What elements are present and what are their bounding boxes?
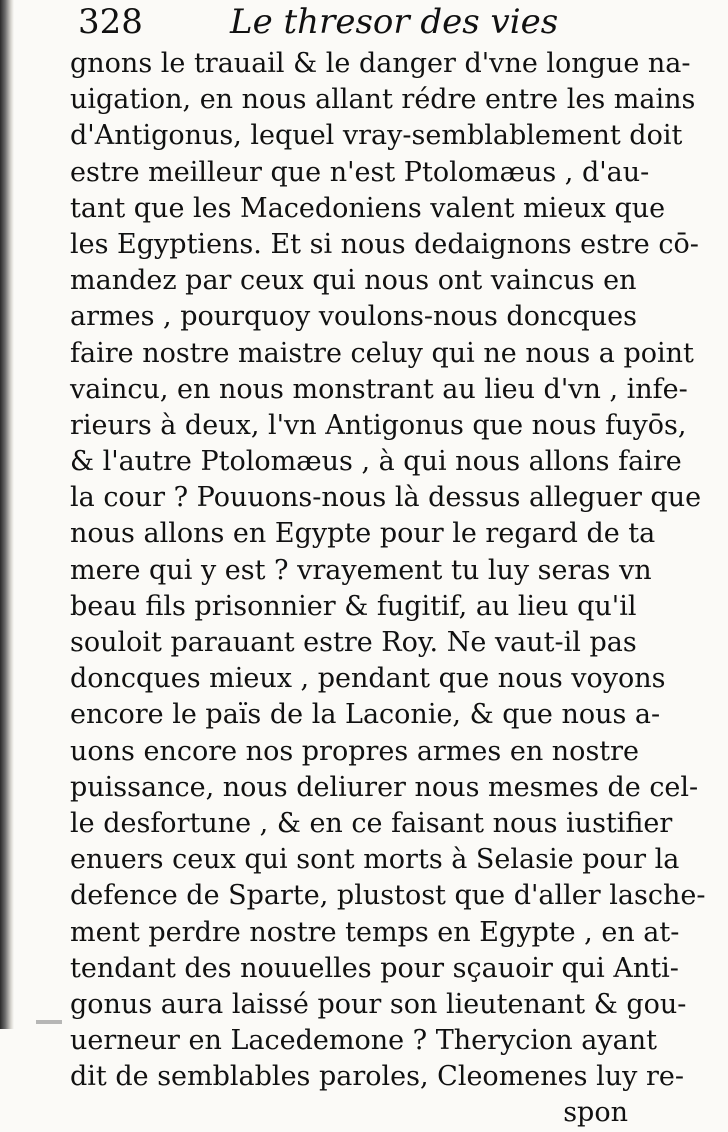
text-line: mandez par ceux qui nous ont vaincus en	[70, 265, 637, 297]
text-line: beau fils prisonnier & fugitif, au lieu qu'il	[70, 590, 637, 622]
text-line: tendant des nouuelles pour sçauoir qui Anti-	[70, 952, 679, 984]
catchword: spon	[563, 1097, 628, 1129]
running-title: Le thresor des vies	[230, 2, 559, 42]
page-binding-shadow	[0, 0, 14, 1029]
running-head	[70, 0, 670, 46]
text-line: gnons le trauail & le danger d'vne longue na-	[70, 48, 691, 79]
page-number: 328	[78, 2, 143, 42]
text-line: estre meilleur que n'est Ptolomæus , d'au-	[70, 156, 650, 188]
text-line: enuers ceux qui sont morts à Selasie pour la	[70, 844, 680, 876]
text-line: le desfortune , & en ce faisant nous iustifier	[70, 807, 673, 839]
text-line: vaincu, en nous monstrant au lieu d'vn , infe-	[70, 373, 688, 405]
text-line: souloit parauant estre Roy. Ne vaut-il pas	[70, 627, 637, 658]
text-line: d'Antigonus, lequel vray-semblablement doit	[70, 120, 683, 152]
text-line: armes , pourquoy voulons-nous doncques	[70, 301, 637, 333]
text-line: les Egyptiens. Et si nous dedaignons estre cō-	[70, 228, 699, 260]
body-text	[70, 46, 706, 1132]
text-line: ment perdre nostre temps en Egypte , en at-	[70, 916, 680, 948]
text-line: doncques mieux , pendant que nous voyons	[70, 663, 666, 695]
text-line: encore le païs de la Laconie, & que nous a-	[70, 699, 661, 731]
text-line: gonus aura laissé pour son lieutenant & gou-	[70, 988, 687, 1020]
text-line: & l'autre Ptolomæus , à qui nous allons faire	[70, 446, 682, 478]
text-line: uigation, en nous allant rédre entre les mains	[70, 84, 696, 116]
text-line: uons encore nos propres armes en nostre	[70, 735, 640, 767]
text-line: mere qui y est ? vrayement tu luy seras vn	[70, 554, 652, 586]
text-line: defence de Sparte, plustost que d'aller lasche-	[70, 880, 706, 912]
text-line: puissance, nous deliurer nous mesmes de cel-	[70, 771, 699, 803]
bottom-smudge	[36, 1020, 62, 1024]
text-line: uerneur en Lacedemone ? Therycion ayant	[70, 1025, 657, 1057]
text-line: dit de semblables paroles, Cleomenes luy re-	[70, 1061, 684, 1093]
text-line: faire nostre maistre celuy qui ne nous a point	[70, 337, 694, 369]
text-line: nous allons en Egypte pour le regard de ta	[70, 518, 656, 550]
text-line: rieurs à deux, l'vn Antigonus que nous fuyōs,	[70, 409, 687, 441]
text-line: tant que les Macedoniens valent mieux que	[70, 192, 666, 224]
text-line: la cour ? Pouuons-nous là dessus alleguer que	[70, 482, 702, 514]
